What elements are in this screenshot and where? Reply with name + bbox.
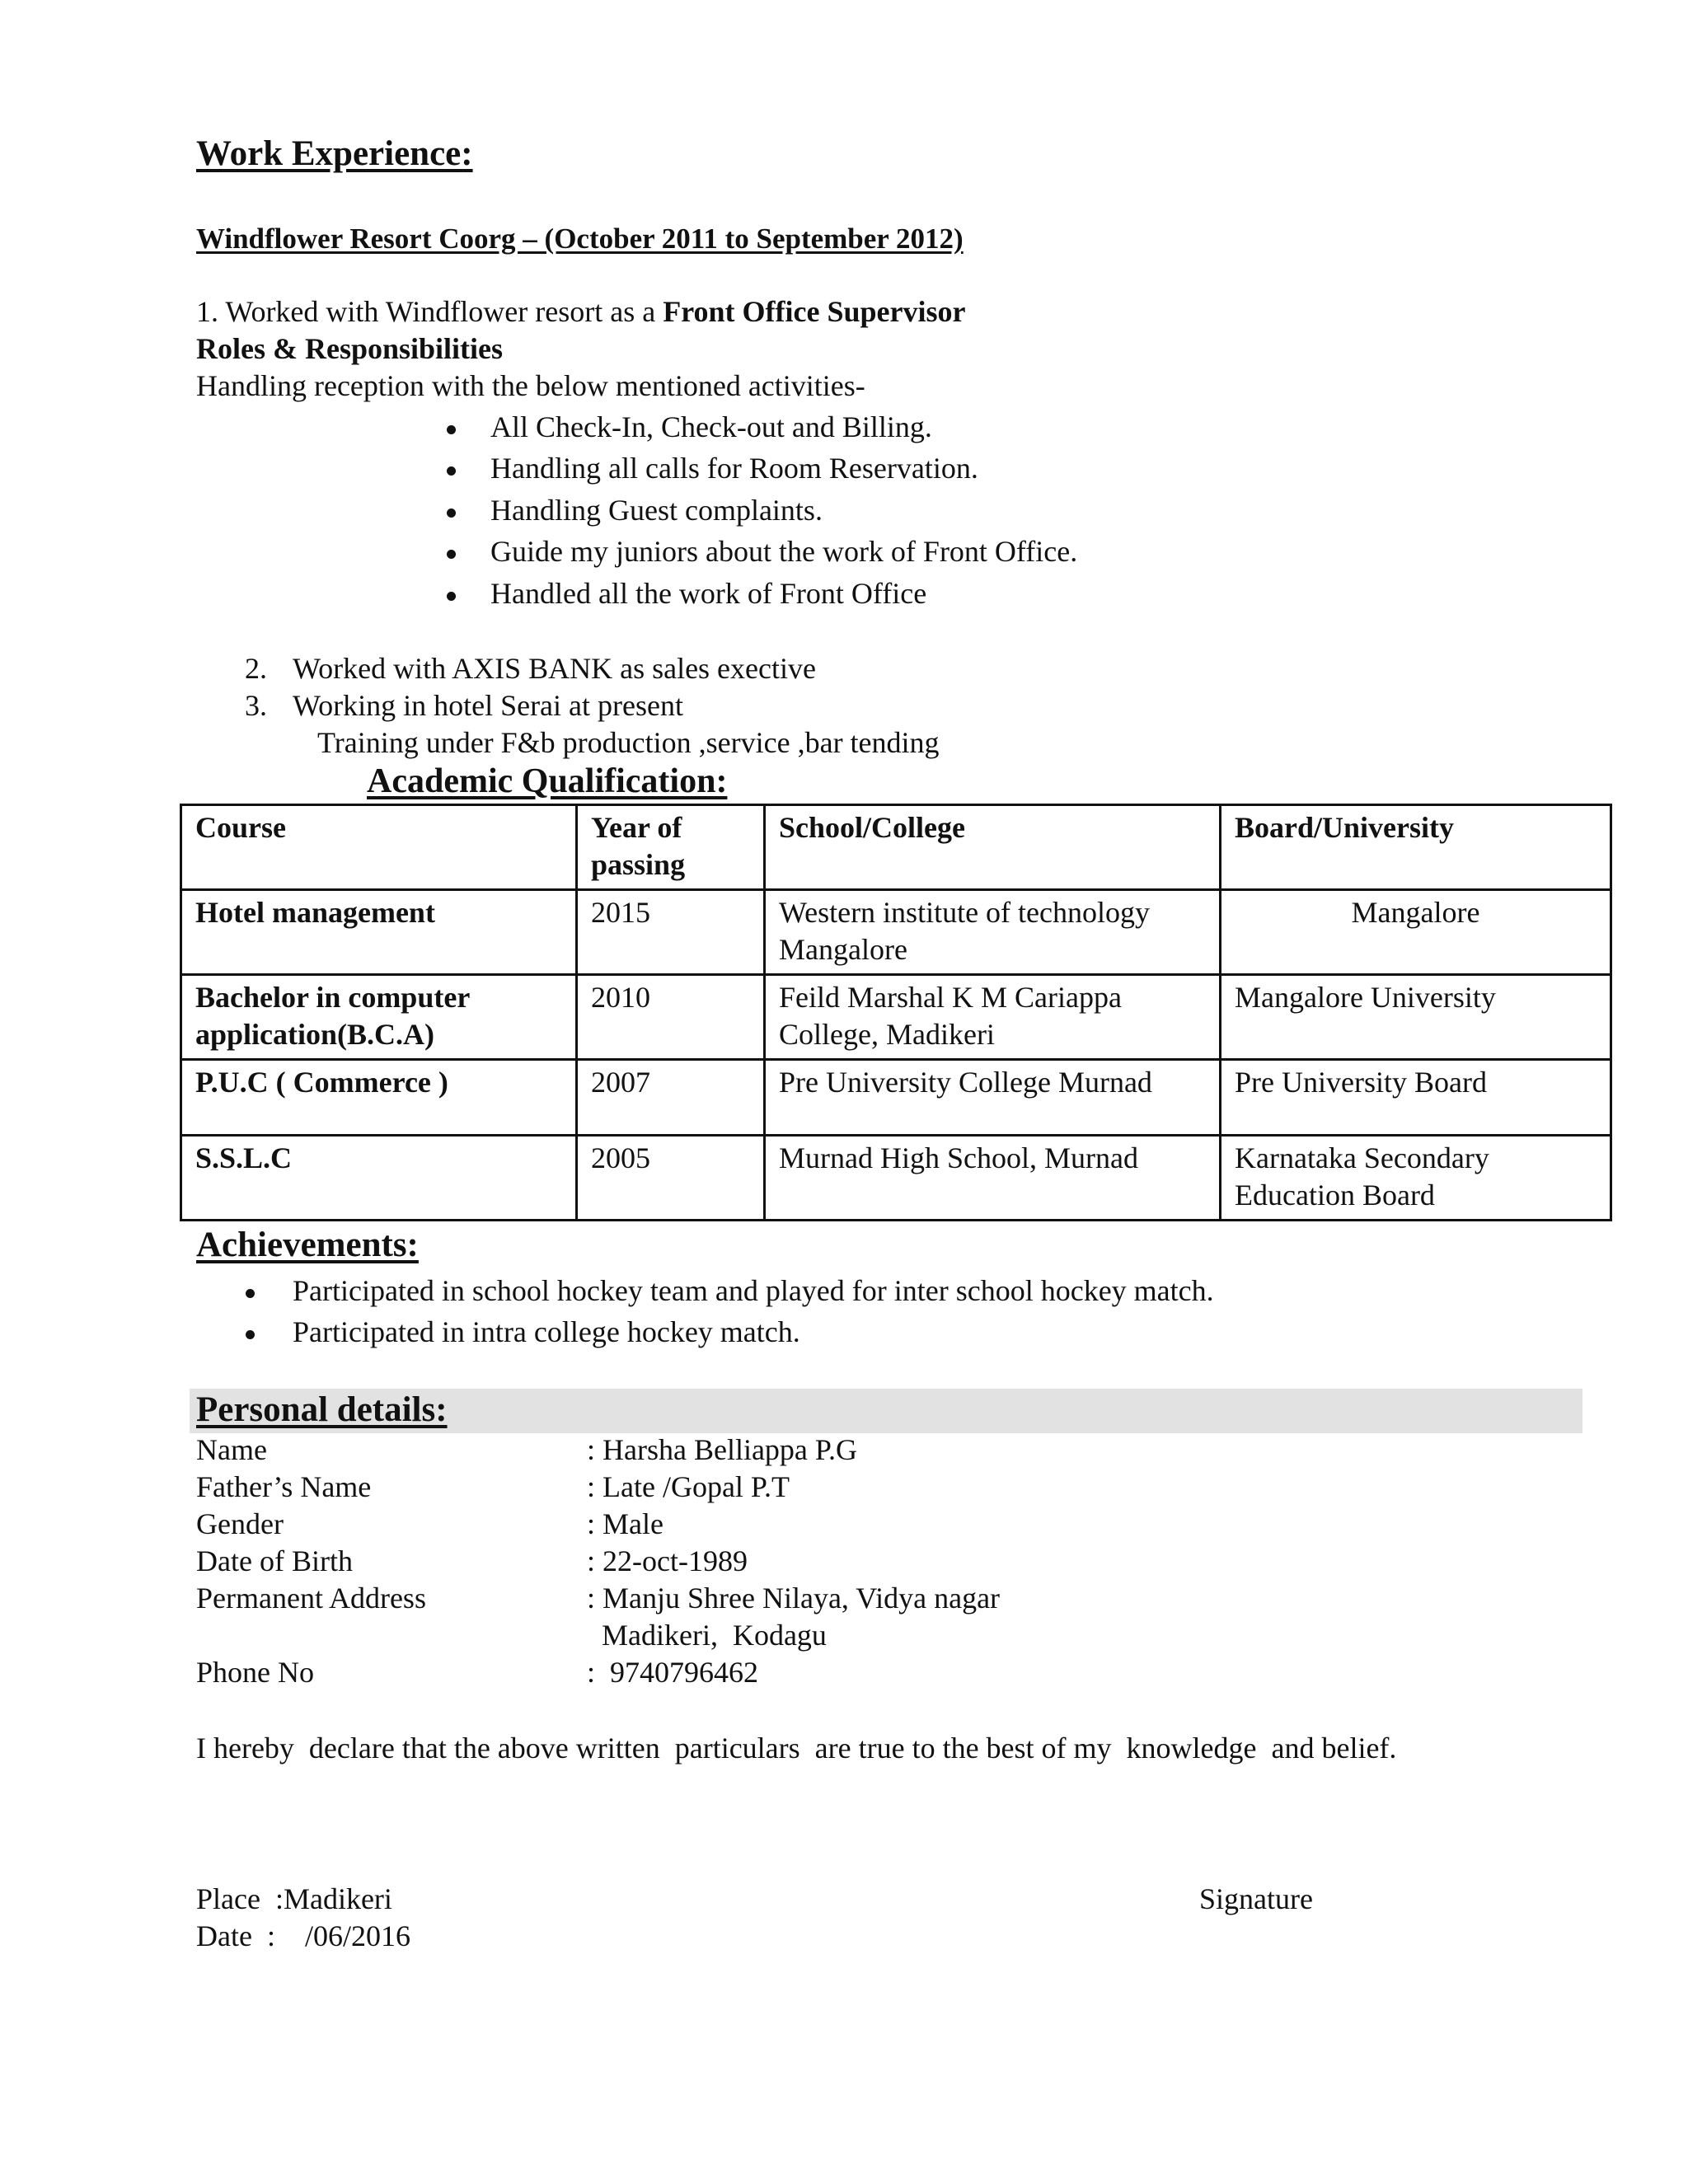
table-row (181, 975, 1611, 1060)
list-number: 2. (245, 652, 267, 685)
work-item-1-role: Front Office Supervisor (663, 295, 966, 328)
cell-board: Mangalore (1221, 890, 1611, 975)
detail-label-dob: Date of Birth (196, 1544, 353, 1577)
list-item-text: Working in hotel Serai at present (293, 689, 683, 722)
list-item-text: Worked with AXIS BANK as sales exective (293, 652, 816, 685)
detail-value-address-cont: Madikeri, Kodagu (587, 1619, 827, 1652)
bullet-icon (246, 1289, 255, 1298)
cell-course: Bachelor in computer application(B.C.A) (181, 975, 577, 1060)
table-header-row (181, 805, 1611, 890)
cell-year: 2005 (577, 1136, 765, 1221)
declaration-text: I hereby declare that the above written particulars are true to the best of my knowledge and belief. (196, 1732, 1397, 1765)
academic-heading: Academic Qualification: (367, 762, 728, 800)
detail-value-dob: : 22-oct-1989 (587, 1544, 748, 1577)
work-item-1 (196, 294, 965, 329)
list-item-text: Handling all calls for Room Reservation. (490, 452, 978, 485)
cell-board: Mangalore University (1221, 975, 1611, 1060)
signature-label: Signature (1199, 1882, 1313, 1915)
detail-value-gender: : Male (587, 1507, 663, 1540)
table-row (181, 890, 1611, 975)
header-school: School/College (765, 805, 1221, 890)
detail-label-address: Permanent Address (196, 1582, 426, 1615)
training-line: Training under F&b production ,service ,bar tending (317, 726, 940, 759)
cell-school: Western institute of technology Mangalore (765, 890, 1221, 975)
header-course: Course (181, 805, 577, 890)
bullet-icon (447, 509, 456, 518)
list-item-text: Participated in intra college hockey match. (293, 1315, 800, 1348)
bullet-icon (447, 592, 456, 601)
academic-table (180, 804, 1612, 1221)
cell-school: Pre University College Murnad (765, 1060, 1221, 1136)
cell-board: Pre University Board (1221, 1060, 1611, 1136)
header-year: Year of passing (577, 805, 765, 890)
bullet-icon (447, 550, 456, 559)
cell-school: Feild Marshal K M Cariappa College, Madikeri (765, 975, 1221, 1060)
list-item-text: Participated in school hockey team and played for inter school hockey match. (293, 1274, 1214, 1307)
roles-heading: Roles & Responsibilities (196, 332, 504, 365)
header-board: Board/University (1221, 805, 1611, 890)
personal-details-heading: Personal details: (196, 1390, 448, 1429)
detail-value-father: : Late /Gopal P.T (587, 1470, 790, 1503)
bullet-icon (246, 1330, 255, 1339)
list-item-text: All Check-In, Check-out and Billing. (490, 410, 932, 443)
table-row (181, 1060, 1611, 1136)
bullet-icon (447, 425, 456, 434)
cell-board: Karnataka Secondary Education Board (1221, 1136, 1611, 1221)
cell-year: 2015 (577, 890, 765, 975)
list-item-text: Handling Guest complaints. (490, 494, 823, 527)
employer-line: Windflower Resort Coorg – (October 2011 to September 2012) (196, 223, 964, 255)
detail-label-phone: Phone No (196, 1656, 314, 1689)
work-experience-heading: Work Experience: (196, 134, 473, 173)
bullet-icon (447, 466, 456, 476)
table-row (181, 1136, 1611, 1221)
work-item-1-prefix: 1. Worked with Windflower resort as a (196, 295, 663, 328)
cell-school: Murnad High School, Murnad (765, 1136, 1221, 1221)
responsibilities-intro: Handling reception with the below mentioned activities- (196, 369, 865, 402)
detail-label-name: Name (196, 1433, 267, 1466)
list-number: 3. (245, 689, 267, 722)
cell-course: S.S.L.C (181, 1136, 577, 1221)
detail-label-father: Father’s Name (196, 1470, 372, 1503)
date-line: Date : /06/2016 (196, 1919, 410, 1952)
cell-year: 2007 (577, 1060, 765, 1136)
detail-value-address: : Manju Shree Nilaya, Vidya nagar (587, 1582, 1001, 1615)
cell-year: 2010 (577, 975, 765, 1060)
achievements-heading: Achievements: (196, 1226, 419, 1264)
cell-course: Hotel management (181, 890, 577, 975)
detail-label-gender: Gender (196, 1507, 284, 1540)
list-item-text: Guide my juniors about the work of Front Office. (490, 535, 1078, 568)
cell-course: P.U.C ( Commerce ) (181, 1060, 577, 1136)
list-item-text: Handled all the work of Front Office (490, 577, 927, 610)
detail-value-name: : Harsha Belliappa P.G (587, 1433, 857, 1466)
place-line: Place :Madikeri (196, 1882, 392, 1915)
detail-value-phone: : 9740796462 (587, 1656, 759, 1689)
